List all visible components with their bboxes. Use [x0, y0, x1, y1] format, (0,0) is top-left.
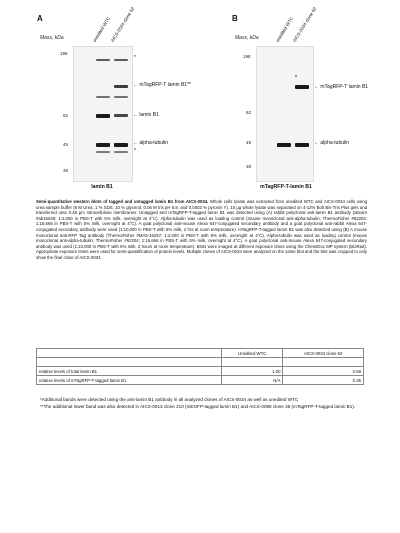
panel-b-tick-198: 198: [243, 54, 251, 59]
panel-a-annot-star-top: *: [134, 55, 136, 61]
caption-body: Whole cells lysate was extracted from unedited WTC and AICS-0034 cells using urea sample buffer (8 M Urea, 1 % SDS, 10 % glycerol, 0.06 M tris pH 6.8, and 0.0002 % pyronin Y). 10 µg whole lysate was separated on 4-12% Bolt Bis-Tris Plus gels and transferred onto 0.45 µm nitrocellulose membranes. Untagged and mTagRFP-T-tagged lamin B1 was detected using (A) rabbit polyclonal anti-lamin B1 antibody (abcam #ab16048; 1:2,000 in PBS-T with 5% milk, overnight at 4°C). Alpha-tubulin was used as loading control (mouse monoclonal anti-alpha-tubulin; ThermoFisher #62204; 1:16,666 in PBS-T with 5% milk, overnight at 4°C). A goat polyclonal anti-mouse Alexa 647-conjugated secondary antibody and a goat polyclonal anti-rabbit Alexa 647-conjugated secondary antibody were used (1:10,000 in PBS-T with 5% milk, 2 hrs at room temperature). mTagRFP-T-tagged lamin B1 was also detected using (B) A mouse monoclonal anti-RFP Tag antibody (ThermoFisher #MA5-15257; 1:2,000 in PBS-T with 5% milk, overnight at 4°C). Alpha-tubulin was used as loading control (mouse monoclonal anti-alpha-tubulin; ThermoFisher #62204; 1:16,666 in PBS-T with 5% milk, overnight at 4°C). A goat polyclonal anti-mouse Alexa 647-conjugated secondary antibody was used (1:10,000 in PBS-T with 5% milk, 2 hours at room temperature). Blots were imaged at different exposure times using the ChemiDoc MP system (BioRad). Appropriate exposure times were used for semi-quantification of protein levels. Multiple clones of AICS-0034 were analyzed on the same blot and the blot was cropped to only show the final clone of AICS-0034.: [36, 199, 367, 260]
table-cell: 1.00: [222, 367, 283, 376]
band: [96, 151, 110, 153]
table-cell: relative levels of mTagRFP-T-tagged lamin B1: [37, 376, 222, 385]
quantification-table: [36, 348, 364, 385]
table-row: [37, 376, 364, 385]
band: [96, 96, 110, 98]
band: [96, 114, 110, 118]
band: [114, 59, 128, 61]
band: [96, 59, 110, 61]
table-row: [37, 367, 364, 376]
table-cell: [283, 358, 364, 367]
panel-b-annot-tubulin: ← alpha-tubulin: [314, 140, 350, 146]
table-cell: relative levels of total lamin B1: [37, 367, 222, 376]
band: [114, 143, 128, 147]
panel-b-blot: [256, 46, 314, 182]
table-row: [37, 358, 364, 367]
table-cell: N/A: [222, 376, 283, 385]
panel-a-annot-laminb1-label: lamin B1: [139, 112, 159, 118]
band: [114, 151, 128, 153]
panel-b-annot-mtagrfp-label: mTagRFP-T lamin B1: [320, 84, 369, 90]
band: [114, 96, 128, 98]
table-cell: [222, 358, 283, 367]
panel-b-lane-2: AICS-0034 clone 62: [291, 6, 318, 44]
panel-b-mass-label: Mass, kDa: [235, 35, 259, 41]
panel-a-annot-tubulin: ← alpha-tubulin: [133, 140, 169, 146]
panel-b-letter: B: [232, 14, 238, 23]
panel-a-mass-label: Mass, kDa: [40, 35, 64, 41]
band: [277, 143, 291, 147]
footnote-2: **The additional lower band was also detected in AICS-0013 clone 210 (mEGFP-tagged lamin B1) and AICS-0059 clone 36 (mTagRFP-T-tagged lamin B1).: [40, 404, 356, 409]
panel-a-caption: lamin B1: [91, 184, 113, 190]
panel-a-blot: [73, 46, 133, 182]
table-cell: [37, 358, 222, 367]
band: [295, 85, 309, 89]
panel-a-tick-38: 38: [63, 168, 69, 173]
table-header-row: [37, 349, 364, 358]
panel-a-letter: A: [37, 14, 43, 23]
table-cell: 0.35: [283, 376, 364, 385]
panel-b-tick-62: 62: [246, 110, 252, 115]
table-cell: 0.58: [283, 367, 364, 376]
caption-title: Semi-quantitative western blots of tagged and untagged lamin B1 from AICS-0034.: [36, 199, 209, 204]
table-header-cell: [37, 349, 222, 358]
panel-b-tick-49: 49: [246, 140, 252, 145]
panel-b-lane-1: unedited WTC: [274, 15, 295, 43]
panel-a-tick-62: 62: [63, 113, 69, 118]
panel-a-annot-laminb1: ← lamin B1: [133, 112, 159, 118]
panel-b-caption: mTagRFP-T-lamin B1: [260, 184, 312, 190]
band: [295, 143, 309, 147]
panel-a-lane-2: AICS-0034 clone 62: [109, 6, 136, 44]
panel-a-annot-tubulin-label: alpha-tubulin: [139, 140, 169, 146]
panel-a-tick-198: 198: [60, 51, 68, 56]
table-header-cell: Unedited WTC: [222, 349, 283, 358]
panel-a-annot-mtagrfp-label: mTagRFP-T lamin B1**: [139, 82, 191, 88]
band: [114, 85, 128, 88]
band: [96, 143, 110, 147]
table-header-cell: AICS-0034 clone 62: [283, 349, 364, 358]
panel-a-lane-1: unedited WTC: [91, 15, 112, 43]
panel-a-annot-star-bottom: *: [134, 148, 136, 154]
panel-b-annot-tubulin-label: alpha-tubulin: [320, 140, 350, 146]
panel-b-annot-mtagrfp: ← mTagRFP-T lamin B1: [314, 84, 369, 90]
panel-a-tick-49: 49: [63, 142, 69, 147]
figure-caption: [36, 199, 367, 261]
band: [114, 114, 128, 117]
panel-a-annot-mtagrfp: ← mTagRFP-T lamin B1**: [133, 82, 191, 88]
footnote-1: *Additional bands were detected using the anti-lamin B1 antibody in all analyzed clones of AICS-0034 as well as unedited WTC: [40, 397, 299, 402]
panel-b-tick-38: 38: [246, 164, 252, 169]
band: [295, 75, 297, 77]
